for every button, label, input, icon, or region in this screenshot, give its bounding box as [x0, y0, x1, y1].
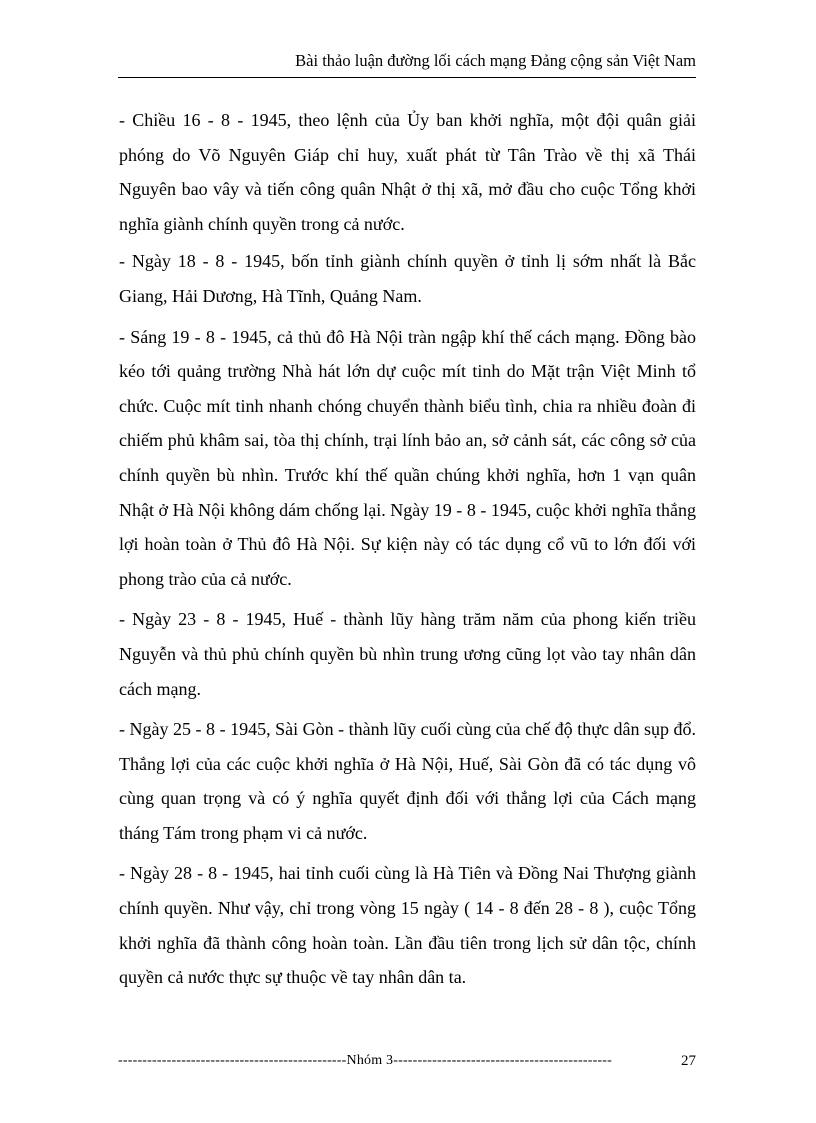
- footer-group-label: -----------------------------------------------Nhóm 3---------------------------------------------: [118, 1053, 613, 1068]
- header-divider: [118, 77, 696, 78]
- page-header: [118, 50, 696, 72]
- paragraph-6: - Ngày 28 - 8 - 1945, hai tỉnh cuối cùng là Hà Tiên và Đồng Nai Thượng giành chính quyền. Như vậy, chỉ trong vòng 15 ngày ( 14 - 8 đến 28 - 8 ), cuộc Tổng khởi nghĩa đã thành công hoàn toàn. Lần đầu tiên trong lịch sử dân tộc, chính quyền cả nước thực sự thuộc về tay nhân dân ta.: [119, 863, 696, 988]
- paragraph-3: - Sáng 19 - 8 - 1945, cả thủ đô Hà Nội tràn ngập khí thế cách mạng. Đồng bào kéo tới quảng trường Nhà hát lớn dự cuộc mít tinh do Mặt trận Việt Minh tổ chức. Cuộc mít tinh nhanh chóng chuyển thành biểu tình, chia ra nhiều đoàn đi chiếm phủ khâm sai, tòa thị chính, trại lính bảo an, sở cảnh sát, các công sở của chính quyền bù nhìn. Trước khí thế quần chúng khởi nghĩa, hơn 1 vạn quân Nhật ở Hà Nội không dám chống lại. Ngày 19 - 8 - 1945, cuộc khởi nghĩa thắng lợi hoàn toàn ở Thủ đô Hà Nội. Sự kiện này có tác dụng cổ vũ to lớn đối với phong trào của cả nước.: [119, 326, 696, 589]
- paragraph-4: - Ngày 23 - 8 - 1945, Huế - thành lũy hàng trăm năm của phong kiến triều Nguyễn và thủ phủ chính quyền bù nhìn trung ương cũng lọt vào tay nhân dân cách mạng.: [119, 609, 696, 699]
- paragraph-5: - Ngày 25 - 8 - 1945, Sài Gòn - thành lũy cuối cùng của chế độ thực dân sụp đổ. Thắng lợi của các cuộc khởi nghĩa ở Hà Nội, Huế, Sài Gòn đã có tác dụng vô cùng quan trọng và có ý nghĩa quyết định đối với thắng lợi của Cách mạng tháng Tám trong phạm vi cả nước.: [119, 719, 696, 843]
- page-footer: [118, 1052, 696, 1070]
- paragraph-1: - Chiều 16 - 8 - 1945, theo lệnh của Ủy ban khởi nghĩa, một đội quân giải phóng do Võ Nguyên Giáp chỉ huy, xuất phát từ Tân Trào về thị xã Thái Nguyên bao vây và tiến công quân Nhật ở thị xã, mở đầu cho cuộc Tổng khởi nghĩa giành chính quyền trong cả nước.: [119, 110, 696, 234]
- page-body: [119, 103, 696, 1001]
- page-number: 27: [681, 1053, 696, 1069]
- header-title: Bài thảo luận đường lối cách mạng Đảng cộng sản Việt Nam: [295, 51, 696, 70]
- paragraph-2: - Ngày 18 - 8 - 1945, bốn tỉnh giành chính quyền ở tỉnh lị sớm nhất là Bắc Giang, Hải Dương, Hà Tĩnh, Quảng Nam.: [119, 251, 696, 306]
